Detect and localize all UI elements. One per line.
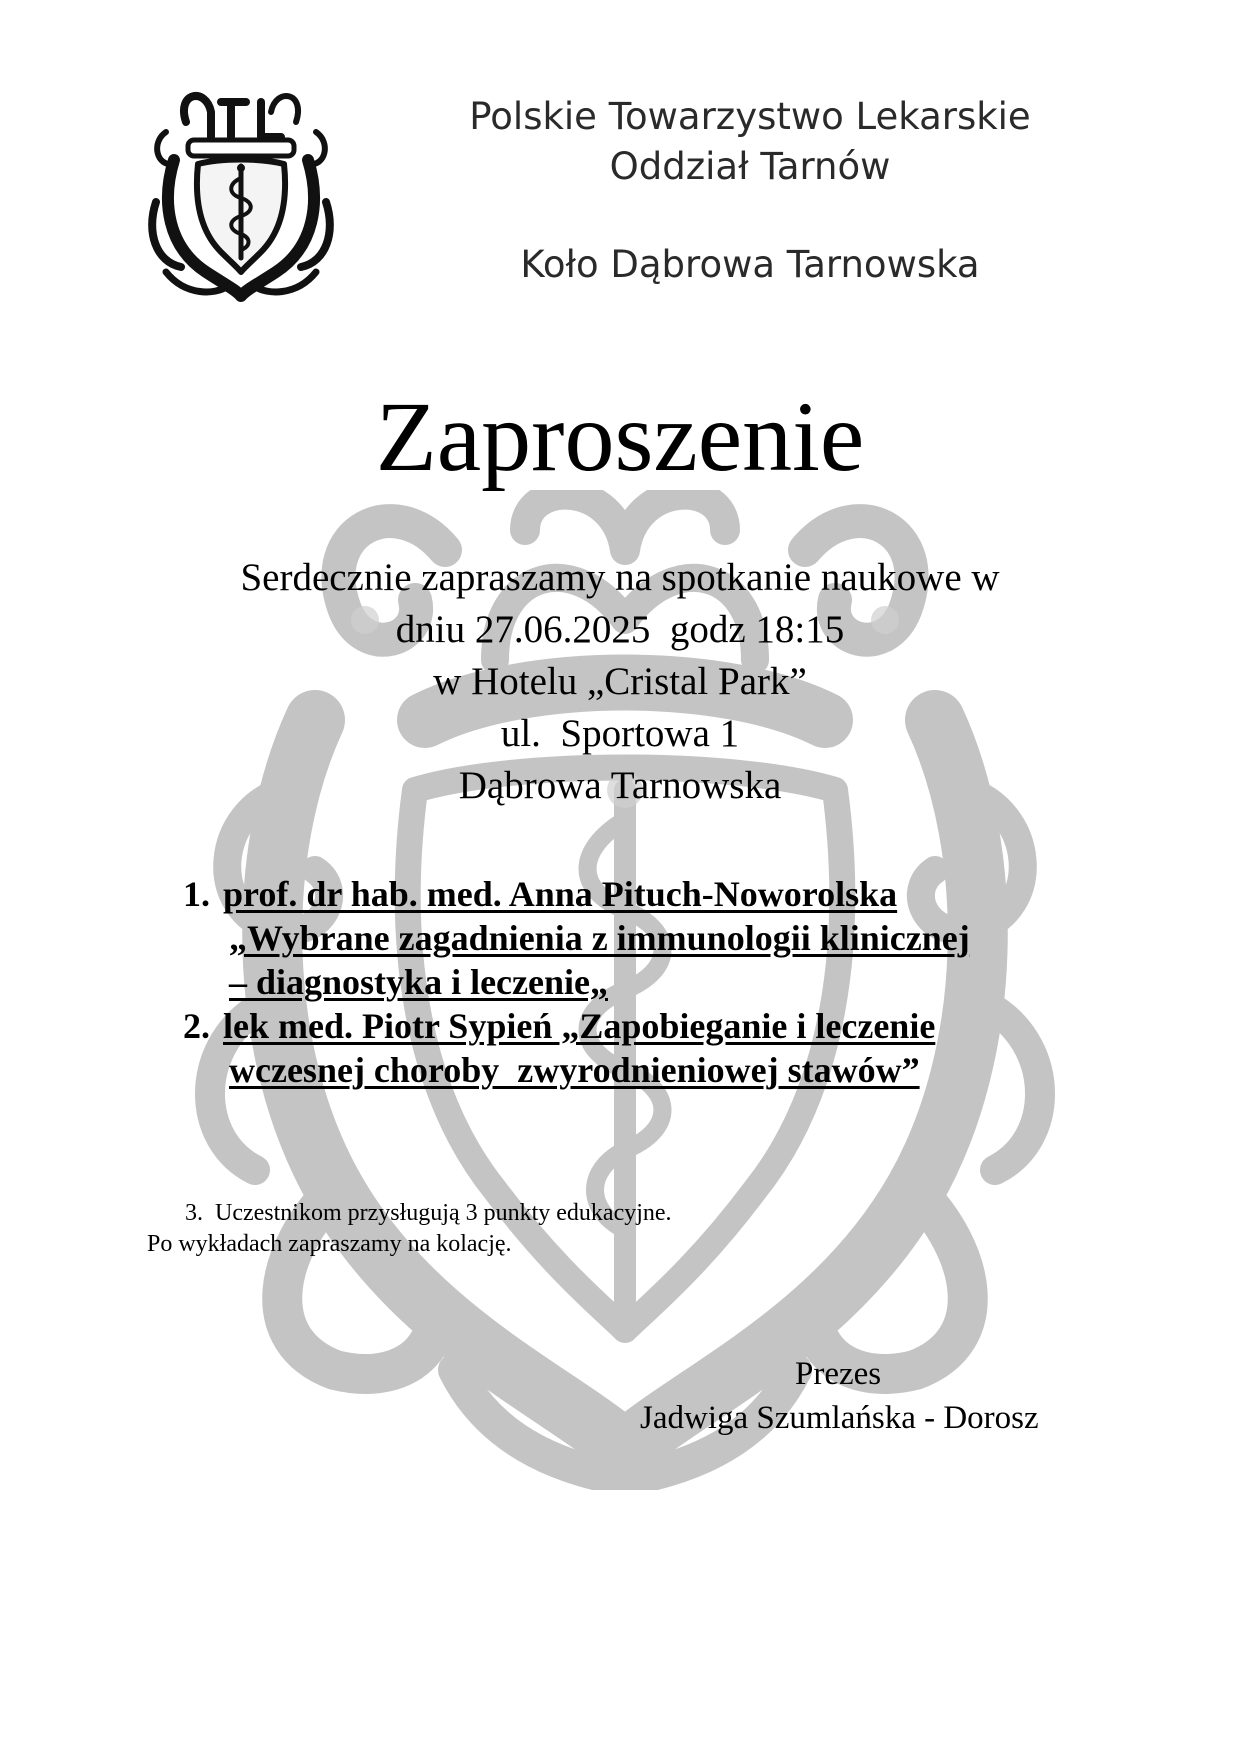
- dinner-note: Po wykładach zapraszamy na kolację.: [147, 1231, 512, 1257]
- lecture-title-cont: – diagnostyka i leczenie„: [229, 962, 608, 1002]
- lecture-title-cont: wczesnej choroby zwyrodnieniowej stawów”: [229, 1050, 920, 1090]
- circle-name: Koło Dąbrowa Tarnowska: [520, 243, 980, 286]
- intro-venue: w Hotelu „Cristal Park”: [433, 660, 807, 703]
- notes: [147, 1198, 947, 1260]
- lecture-title: „Wybrane zagadnienia z immunologii klinicznej: [229, 918, 970, 958]
- page-title: Zaproszenie: [375, 381, 865, 492]
- intro-city: Dąbrowa Tarnowska: [458, 764, 782, 807]
- ptl-logo-icon: [146, 82, 336, 302]
- lecture-number: 1.: [183, 874, 210, 914]
- branch-name: Oddział Tarnów: [609, 145, 891, 188]
- signature-block: [640, 1352, 1100, 1440]
- intro-line: Serdecznie zapraszamy na spotkanie naukowe w: [240, 556, 1000, 599]
- organization-name: Polskie Towarzystwo Lekarskie: [469, 95, 1031, 138]
- signature-role: Prezes: [795, 1356, 882, 1392]
- invitation-intro: [110, 552, 1130, 812]
- lecture-item: [183, 872, 1123, 1004]
- intro-date-time: dniu 27.06.2025 godz 18:15: [395, 608, 845, 651]
- lecture-number: 2.: [183, 1006, 210, 1046]
- lecture-speaker: prof. dr hab. med. Anna Pituch-Noworolska: [223, 874, 898, 914]
- education-points-note: 3. Uczestnikom przysługują 3 punkty edukacyjne.: [185, 1200, 672, 1226]
- lecture-list: [183, 872, 1123, 1092]
- lecture-item: [183, 1004, 1123, 1092]
- lecture-speaker-title: lek med. Piotr Sypień „Zapobieganie i leczenie: [223, 1006, 936, 1046]
- organization-header: [400, 92, 1100, 290]
- signature-name: Jadwiga Szumlańska - Dorosz: [640, 1400, 1039, 1436]
- intro-street: ul. Sportowa 1: [500, 712, 740, 755]
